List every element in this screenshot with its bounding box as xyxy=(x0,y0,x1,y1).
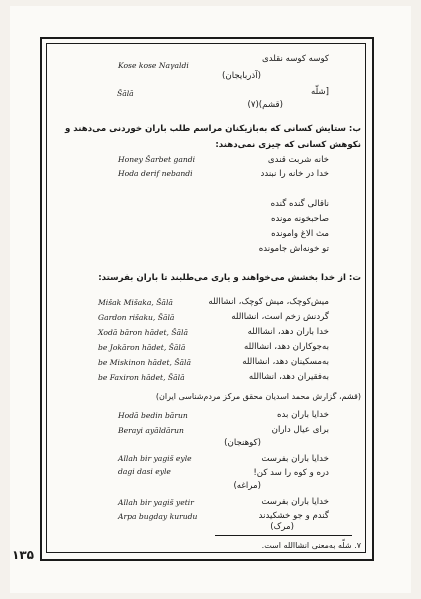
verse-fa: به‌فقیران دهد، انشاالله xyxy=(248,372,329,382)
source-citation: (قشم، گزارش محمد اسدیان محقق مرکز مردم‌شناسی ایران) xyxy=(155,392,361,401)
footnote: ۷. شلّه به‌معنی انشاالله است. xyxy=(261,541,361,550)
place-label: (قشم)(۷) xyxy=(247,100,283,110)
verse-transliteration: Gardon rišaku, Šālā xyxy=(98,313,175,322)
place-label: (کوهنجان) xyxy=(224,438,261,448)
verse-transliteration: Šālā xyxy=(117,89,134,98)
verse-fa: کوسه کوسه نقلدی xyxy=(262,54,329,64)
verse-transliteration: be Miskinon hādet, Šālā xyxy=(98,358,192,367)
verse-transliteration: Mišak Mišaka, Šālā xyxy=(98,298,173,307)
verse-fa: خدا در خانه را نبندد xyxy=(260,169,329,179)
verse-transliteration: Honey Šarbet gandi xyxy=(118,155,196,164)
verse-fa: [شلّه xyxy=(310,87,329,97)
verse-transliteration: Allah bir yagiš yetir xyxy=(118,498,194,507)
verse-fa: خدایا باران بفرست xyxy=(261,497,329,507)
verse-fa: خدایا باران بفرست xyxy=(261,454,329,464)
page-number: ۱۳۵ xyxy=(12,548,34,562)
verse-transliteration: Hoda derif nebandi xyxy=(118,169,193,178)
verse-transliteration: Arpa bugday kurudu xyxy=(118,512,198,521)
verse-transliteration: Hodā bedin bārun xyxy=(118,411,188,420)
place-label: (مراغه) xyxy=(233,481,261,491)
verse-fa: گندم و جو خشکیدند xyxy=(258,511,329,521)
verse-fa: میش‌کوچک، میش کوچک، انشاالله xyxy=(208,297,329,307)
place-label: (مرک) xyxy=(270,522,294,532)
region-label: (آذربایجان) xyxy=(222,71,261,81)
verse-fa: خانه شربت قندی xyxy=(267,155,329,165)
verse-transliteration: Kose kose Naγaldi xyxy=(118,61,189,70)
section-heading: ت: از خدا بخشش می‌خواهند و یاری می‌طلبند تا باران بفرستد: xyxy=(98,273,361,283)
verse-fa: گردنش زخم است، انشاالله xyxy=(231,312,329,322)
verse-transliteration: Berayi ayāldārun xyxy=(118,426,184,435)
verse-fa: به‌مسکینان دهد، انشاالله xyxy=(242,357,329,367)
verse-fa: به‌جوکاران دهد، انشاالله xyxy=(244,342,329,352)
verse-fa: تو خونه‌اش جامونده xyxy=(258,244,329,254)
verse-transliteration: Allah bir yagiš eyle xyxy=(118,454,192,463)
verse-fa: خدا باران دهد، انشاالله xyxy=(247,327,329,337)
section-heading: ب: ستایش کسانی که به‌بازیکنان مراسم طلب باران خوردنی می‌دهند و xyxy=(64,124,361,134)
verse-fa: برای عیال داران xyxy=(271,425,329,435)
verse-fa: دره و کوه را سد کن! xyxy=(253,468,329,478)
verse-fa: مث الاغ وامونده xyxy=(271,229,329,239)
footnote-rule xyxy=(215,535,352,536)
verse-fa: صاحبخونه مونده xyxy=(271,214,329,224)
verse-transliteration: be Faxiron hādet, Šālā xyxy=(98,373,185,382)
verse-transliteration: be Jokāron hādet, Šālā xyxy=(98,343,186,352)
verse-transliteration: Xodā bāron hādet, Šālā xyxy=(98,328,189,337)
verse-transliteration: dagi dasi eyle xyxy=(118,467,171,476)
verse-fa: ناقالی گنده گنده xyxy=(270,199,329,209)
section-heading: نکوهش کسانی که چیزی نمی‌دهند: xyxy=(215,140,361,150)
verse-fa: خدایا باران بده xyxy=(277,410,329,420)
